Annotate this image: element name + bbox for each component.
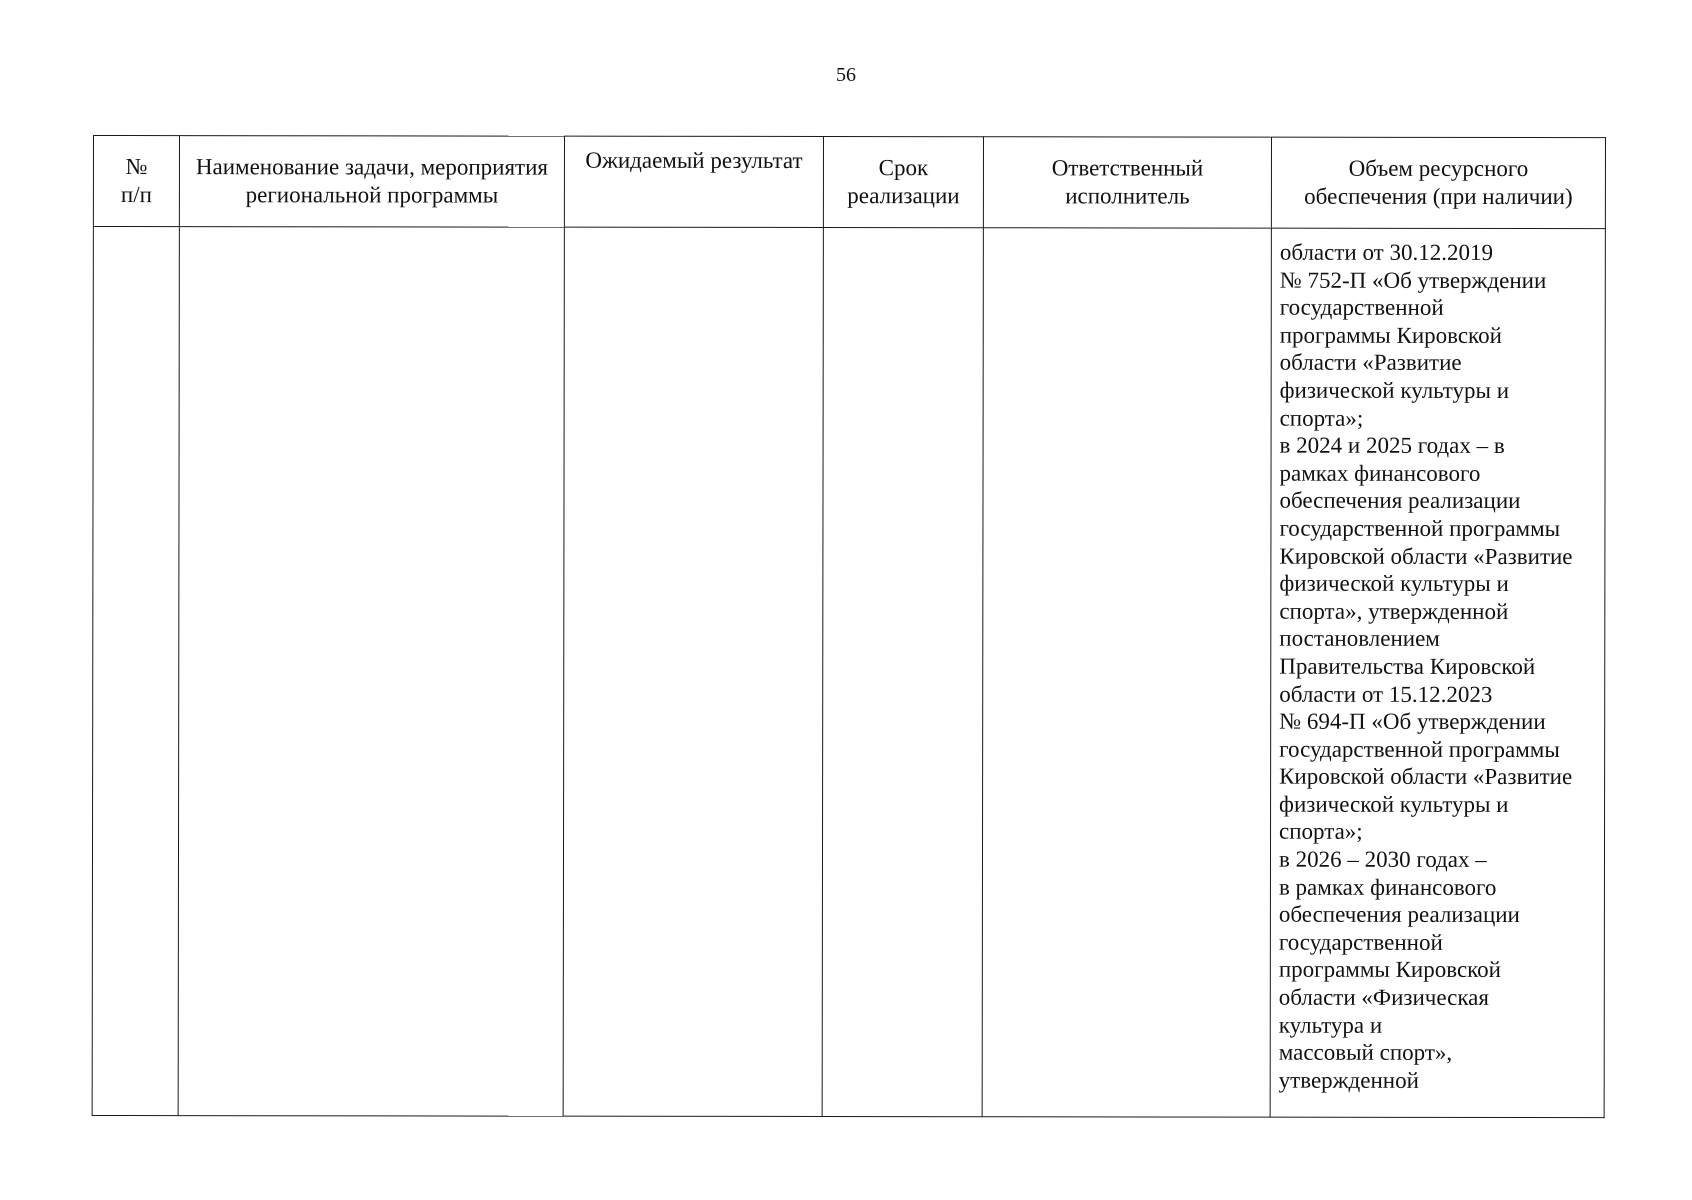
resource-text-line: государственной программы — [1279, 736, 1560, 762]
cell-term — [822, 228, 983, 1117]
resource-text-line: физической культуры и — [1279, 791, 1509, 817]
resource-text-line: утвержденной — [1278, 1067, 1419, 1093]
table-row — [92, 227, 1605, 1118]
cell-expected-result — [563, 227, 823, 1116]
resource-text-line: Кировской области «Развитие — [1279, 543, 1573, 569]
resource-text-line: спорта»; — [1279, 405, 1364, 431]
resource-text-line: физической культуры и — [1279, 377, 1510, 403]
resource-text-line: программы Кировской — [1278, 957, 1502, 983]
cell-resources — [1270, 228, 1605, 1117]
header-term: Срок реализации — [823, 137, 983, 228]
cell-task-name — [178, 227, 564, 1117]
resource-text-line: спорта»; — [1279, 819, 1363, 845]
cell-executor — [982, 228, 1271, 1117]
resource-text-line: программы Кировской — [1279, 322, 1502, 348]
resource-text-line: государственной программы — [1279, 515, 1561, 541]
program-table — [92, 135, 1606, 1118]
resource-text-line: области «Физическая — [1278, 984, 1490, 1010]
page-number: 56 — [836, 64, 856, 86]
resource-text-line: области от 30.12.2019 — [1279, 239, 1493, 265]
cell-number — [92, 227, 179, 1116]
resource-text-line: постановлением — [1279, 625, 1440, 652]
resource-text-line: рамках финансового — [1279, 460, 1481, 486]
resource-text-line: обеспечения реализации — [1278, 901, 1520, 928]
resource-text-line: физической культуры и — [1279, 570, 1509, 597]
resource-text-line: области от 15.12.2023 — [1279, 681, 1493, 707]
resource-text-line: государственной — [1278, 929, 1443, 955]
header-task-name: Наименование задачи, мероприятия региональной программы — [179, 136, 564, 228]
resource-text-line: культура и — [1278, 1012, 1383, 1038]
resource-text-line: Кировской области «Развитие — [1279, 763, 1573, 790]
resource-text-line: в 2026 – 2030 годах – — [1278, 846, 1487, 873]
resource-text-line: государственной — [1279, 294, 1444, 321]
resource-text-line: в 2024 и 2025 годах – в — [1279, 432, 1505, 459]
resource-text-line: массовый спорт», — [1278, 1039, 1453, 1066]
resource-text-line: в рамках финансового — [1278, 874, 1497, 900]
header-resources: Объем ресурсного обеспечения (при наличии) — [1271, 137, 1605, 228]
table-header-row — [93, 136, 1605, 229]
resource-text-line: № 752-П «Об утверждении — [1279, 267, 1547, 293]
resource-text-line: обеспечения реализации — [1279, 488, 1521, 514]
resource-text-line: спорта», утвержденной — [1279, 598, 1509, 624]
header-expected-result: Ожидаемый результат — [564, 136, 823, 227]
resource-text-line: Правительства Кировской — [1279, 653, 1536, 679]
resource-text-line: области «Развитие — [1279, 350, 1462, 376]
program-table-wrapper — [92, 135, 1605, 1118]
resource-text-line: № 694-П «Об утверждении — [1279, 708, 1546, 735]
header-executor: Ответственный исполнитель — [983, 137, 1271, 228]
header-number: № п/п — [93, 136, 179, 227]
